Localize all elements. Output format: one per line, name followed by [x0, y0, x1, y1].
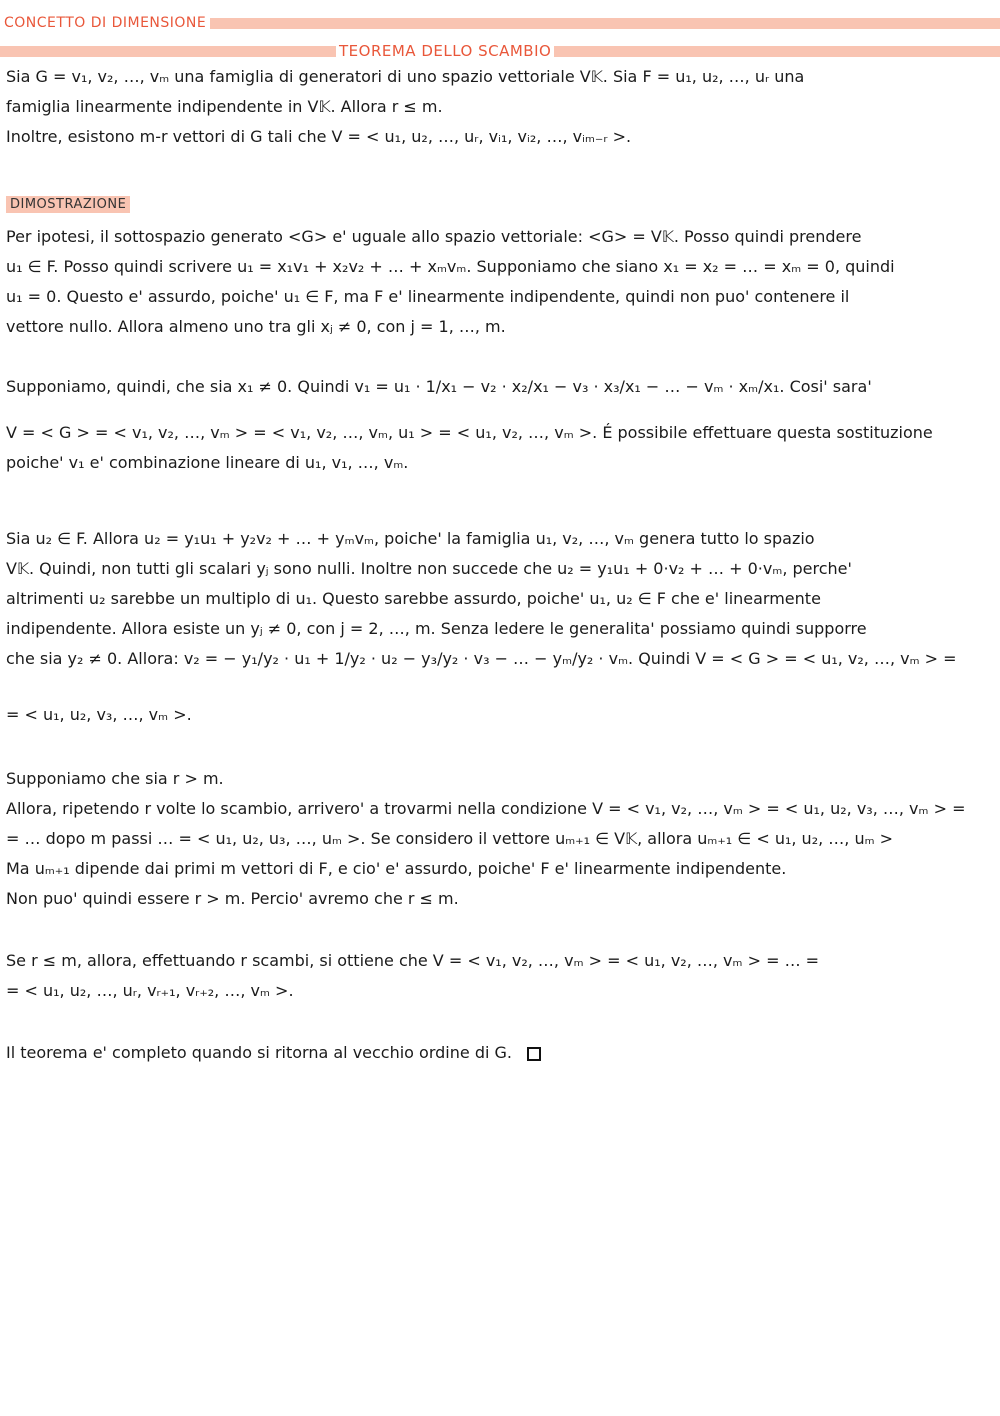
proof-paragraph-5 — [6, 946, 996, 1006]
statement-line: Sia G = v₁, v₂, …, vₘ una famiglia di generatori di uno spazio vettoriale V𝕂. Sia F = u₁, u₂, …, uᵣ una — [6, 67, 805, 86]
theorem-header — [0, 40, 1000, 62]
conclusion-text: Il teorema e' completo quando si ritorna al vecchio ordine di G. — [6, 1043, 512, 1062]
proof-line: u₁ = 0. Questo e' assurdo, poiche' u₁ ∈ F, ma F e' linearmente indipendente, quindi non puo' contenere il — [6, 287, 850, 306]
proof-conclusion — [6, 1038, 996, 1068]
proof-line: che sia y₂ ≠ 0. Allora: v₂ = − y₁/y₂ · u₁ + 1/y₂ · u₂ − y₃/y₂ · v₃ − … − yₘ/y₂ · vₘ. Quindi V = < G > = < u₁, v₂, …, vₘ > = — [6, 649, 957, 668]
theorem-bar-left — [0, 46, 336, 57]
proof-line: = < u₁, u₂, …, uᵣ, vᵣ₊₁, vᵣ₊₂, …, vₘ >. — [6, 981, 294, 1000]
qed-square-icon — [527, 1047, 541, 1061]
conclusion-line — [6, 1038, 996, 1068]
proof-line: Per ipotesi, il sottospazio generato <G> e' uguale allo spazio vettoriale: <G> = V𝕂. Posso quindi prendere — [6, 227, 862, 246]
proof-paragraph-3 — [6, 524, 996, 730]
proof-line: Ma uₘ₊₁ dipende dai primi m vettori di F, e cio' e' assurdo, poiche' F e' linearmente indipendente. — [6, 859, 787, 878]
proof-line: Supponiamo che sia r > m. — [6, 769, 224, 788]
section-title: CONCETTO DI DIMENSIONE — [4, 15, 207, 31]
proof-line: = … dopo m passi … = < u₁, u₂, u₃, …, uₘ >. Se considero il vettore uₘ₊₁ ∈ V𝕂, allora uₘ₊₁ ∈ < u₁, u₂, …, uₘ > — [6, 829, 894, 848]
proof-label: DIMOSTRAZIONE — [6, 196, 130, 213]
theorem-title: TEOREMA DELLO SCAMBIO — [339, 42, 552, 60]
proof-line: vettore nullo. Allora almeno uno tra gli xⱼ ≠ 0, con j = 1, …, m. — [6, 317, 506, 336]
proof-paragraph-2 — [6, 372, 996, 478]
proof-line: V = < G > = < v₁, v₂, …, vₘ > = < v₁, v₂, …, vₘ, u₁ > = < u₁, v₂, …, vₘ >. É possibile effettuare questa sostituzione — [6, 423, 933, 442]
statement-line: famiglia linearmente indipendente in V𝕂. Allora r ≤ m. — [6, 97, 443, 116]
proof-line: = < u₁, u₂, v₃, …, vₘ >. — [6, 705, 192, 724]
proof-line: poiche' v₁ e' combinazione lineare di u₁, v₁, …, vₘ. — [6, 453, 409, 472]
proof-line: u₁ ∈ F. Posso quindi scrivere u₁ = x₁v₁ + x₂v₂ + … + xₘvₘ. Supponiamo che siano x₁ = x₂ = … = xₘ = 0, quindi — [6, 257, 895, 276]
statement-line: Inoltre, esistono m-r vettori di G tali che V = < u₁, u₂, …, uᵣ, vᵢ₁, vᵢ₂, …, vᵢₘ₋ᵣ >. — [6, 127, 632, 146]
proof-paragraph-4 — [6, 764, 996, 914]
proof-line: Sia u₂ ∈ F. Allora u₂ = y₁u₁ + y₂v₂ + … + yₘvₘ, poiche' la famiglia u₁, v₂, …, vₘ genera tutto lo spazio — [6, 529, 815, 548]
proof-line: Non puo' quindi essere r > m. Percio' avremo che r ≤ m. — [6, 889, 459, 908]
proof-line: Se r ≤ m, allora, effettuando r scambi, si ottiene che V = < v₁, v₂, …, vₘ > = < u₁, v₂, …, vₘ > = … = — [6, 951, 820, 970]
proof-line: Supponiamo, quindi, che sia x₁ ≠ 0. Quindi v₁ = u₁ · 1/x₁ − v₂ · x₂/x₁ − v₃ · x₃/x₁ − … − vₘ · xₘ/x₁. Cosi' sara' — [6, 377, 872, 396]
proof-line: V𝕂. Quindi, non tutti gli scalari yⱼ sono nulli. Inoltre non succede che u₂ = y₁u₁ + 0·v₂ + … + 0·vₘ, perche' — [6, 559, 852, 578]
proof-line: indipendente. Allora esiste un yⱼ ≠ 0, con j = 2, …, m. Senza ledere le generalita' possiamo quindi supporre — [6, 619, 867, 638]
proof-paragraph-1 — [6, 222, 996, 342]
section-title-bar — [210, 18, 1000, 29]
theorem-bar-right — [554, 46, 1000, 57]
proof-line: altrimenti u₂ sarebbe un multiplo di u₁. Questo sarebbe assurdo, poiche' u₁, u₂ ∈ F che e' linearmente — [6, 589, 821, 608]
proof-line: Allora, ripetendo r volte lo scambio, arrivero' a trovarmi nella condizione V = < v₁, v₂, …, vₘ > = < u₁, u₂, v₃, …, vₘ > = — [6, 799, 966, 818]
theorem-statement — [6, 62, 996, 152]
section-header — [0, 12, 1000, 34]
